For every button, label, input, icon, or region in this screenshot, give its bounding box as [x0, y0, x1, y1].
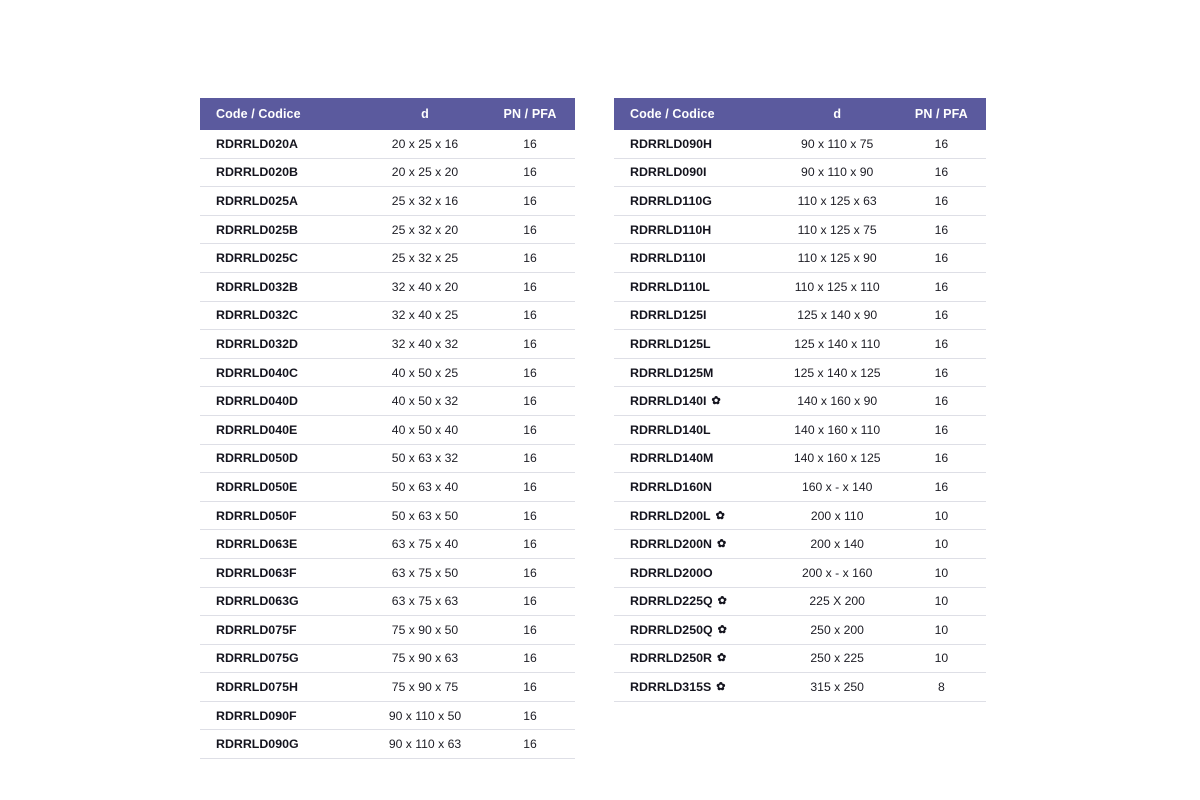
cell-pn: 16 [485, 187, 575, 216]
table-row [200, 301, 575, 330]
cell-code: RDRRLD025A [200, 187, 365, 216]
cell-code: RDRRLD315S ✿ [614, 673, 778, 702]
cell-code: RDRRLD050F [200, 501, 365, 530]
cell-code: RDRRLD032D [200, 330, 365, 359]
cell-code: RDRRLD032B [200, 272, 365, 301]
cell-d: 20 x 25 x 20 [365, 158, 485, 187]
cell-d: 125 x 140 x 90 [778, 301, 897, 330]
cell-pn: 16 [485, 701, 575, 730]
cell-code: RDRRLD110I [614, 244, 778, 273]
cell-code: RDRRLD110H [614, 215, 778, 244]
cell-d: 25 x 32 x 20 [365, 215, 485, 244]
cell-code: RDRRLD040D [200, 387, 365, 416]
cell-d: 125 x 140 x 110 [778, 330, 897, 359]
cell-pn: 16 [485, 215, 575, 244]
cell-pn: 16 [897, 473, 986, 502]
table-row [200, 701, 575, 730]
cell-d: 315 x 250 [778, 673, 897, 702]
cell-code: RDRRLD090I [614, 158, 778, 187]
cell-d: 75 x 90 x 75 [365, 673, 485, 702]
table-row [614, 530, 986, 559]
cell-code: RDRRLD110G [614, 187, 778, 216]
header-code: Code / Codice [614, 98, 778, 130]
cell-d: 90 x 110 x 75 [778, 130, 897, 158]
table-row [200, 158, 575, 187]
header-code: Code / Codice [200, 98, 365, 130]
cell-pn: 16 [897, 244, 986, 273]
cell-code: RDRRLD140I ✿ [614, 387, 778, 416]
cell-d: 50 x 63 x 40 [365, 473, 485, 502]
cell-pn: 16 [485, 587, 575, 616]
table-row [614, 187, 986, 216]
cell-pn: 8 [897, 673, 986, 702]
cell-code: RDRRLD063E [200, 530, 365, 559]
product-table-right [614, 98, 986, 702]
cell-pn: 16 [485, 272, 575, 301]
table-row [200, 673, 575, 702]
cell-pn: 16 [897, 301, 986, 330]
table-row [614, 473, 986, 502]
cell-pn: 16 [897, 272, 986, 301]
table-row [200, 358, 575, 387]
flower-icon: ✿ [715, 509, 725, 522]
cell-pn: 16 [485, 644, 575, 673]
cell-d: 140 x 160 x 125 [778, 444, 897, 473]
cell-code: RDRRLD050D [200, 444, 365, 473]
cell-d: 140 x 160 x 110 [778, 415, 897, 444]
cell-pn: 16 [485, 730, 575, 759]
cell-d: 20 x 25 x 16 [365, 130, 485, 158]
cell-pn: 16 [485, 415, 575, 444]
cell-code: RDRRLD125I [614, 301, 778, 330]
cell-d: 250 x 225 [778, 644, 897, 673]
table-row [200, 387, 575, 416]
cell-code: RDRRLD063G [200, 587, 365, 616]
table-left [200, 98, 575, 759]
product-table-left [200, 98, 575, 759]
table-row [614, 387, 986, 416]
flower-icon: ✿ [711, 395, 721, 408]
table-row [614, 616, 986, 645]
cell-code: RDRRLD125L [614, 330, 778, 359]
cell-pn: 16 [897, 387, 986, 416]
cell-code: RDRRLD160N [614, 473, 778, 502]
cell-d: 63 x 75 x 40 [365, 530, 485, 559]
cell-code: RDRRLD200N ✿ [614, 530, 778, 559]
cell-code: RDRRLD250Q ✿ [614, 616, 778, 645]
cell-code: RDRRLD110L [614, 272, 778, 301]
table-row [614, 587, 986, 616]
cell-pn: 16 [485, 473, 575, 502]
cell-d: 32 x 40 x 32 [365, 330, 485, 359]
cell-d: 40 x 50 x 40 [365, 415, 485, 444]
table-row [200, 215, 575, 244]
cell-code: RDRRLD040E [200, 415, 365, 444]
cell-pn: 16 [897, 158, 986, 187]
header-pn: PN / PFA [485, 98, 575, 130]
cell-d: 50 x 63 x 32 [365, 444, 485, 473]
table-row [614, 130, 986, 158]
cell-code: RDRRLD063F [200, 558, 365, 587]
cell-d: 32 x 40 x 25 [365, 301, 485, 330]
cell-d: 63 x 75 x 63 [365, 587, 485, 616]
cell-pn: 10 [897, 558, 986, 587]
table-row [200, 530, 575, 559]
cell-code: RDRRLD225Q ✿ [614, 587, 778, 616]
table-row [200, 616, 575, 645]
cell-pn: 16 [485, 244, 575, 273]
table-row [200, 272, 575, 301]
flower-icon: ✿ [716, 681, 726, 694]
cell-pn: 16 [485, 130, 575, 158]
table-right-header [614, 98, 986, 130]
table-row [614, 272, 986, 301]
table-row [614, 673, 986, 702]
cell-code: RDRRLD040C [200, 358, 365, 387]
table-row [614, 415, 986, 444]
header-d: d [778, 98, 897, 130]
cell-code: RDRRLD140M [614, 444, 778, 473]
cell-d: 63 x 75 x 50 [365, 558, 485, 587]
cell-code: RDRRLD090F [200, 701, 365, 730]
cell-code: RDRRLD025B [200, 215, 365, 244]
flower-icon: ✿ [717, 623, 727, 636]
cell-d: 200 x 140 [778, 530, 897, 559]
table-row [200, 444, 575, 473]
table-left-body [200, 130, 575, 759]
cell-d: 110 x 125 x 75 [778, 215, 897, 244]
cell-pn: 16 [485, 330, 575, 359]
cell-d: 200 x - x 160 [778, 558, 897, 587]
cell-pn: 16 [485, 530, 575, 559]
table-row [614, 358, 986, 387]
cell-d: 160 x - x 140 [778, 473, 897, 502]
table-row [614, 330, 986, 359]
table-row [200, 587, 575, 616]
table-row [614, 558, 986, 587]
cell-d: 110 x 125 x 90 [778, 244, 897, 273]
table-row [200, 558, 575, 587]
cell-pn: 10 [897, 530, 986, 559]
cell-code: RDRRLD020A [200, 130, 365, 158]
table-row [200, 330, 575, 359]
table-row [614, 301, 986, 330]
table-row [614, 215, 986, 244]
table-row [200, 130, 575, 158]
cell-code: RDRRLD200L ✿ [614, 501, 778, 530]
cell-d: 25 x 32 x 25 [365, 244, 485, 273]
cell-pn: 16 [897, 444, 986, 473]
table-row [614, 158, 986, 187]
cell-pn: 10 [897, 501, 986, 530]
cell-pn: 10 [897, 644, 986, 673]
cell-d: 50 x 63 x 50 [365, 501, 485, 530]
cell-pn: 16 [485, 301, 575, 330]
table-right-body [614, 130, 986, 701]
cell-d: 110 x 125 x 63 [778, 187, 897, 216]
cell-code: RDRRLD075G [200, 644, 365, 673]
cell-pn: 16 [485, 444, 575, 473]
cell-pn: 16 [897, 187, 986, 216]
cell-pn: 10 [897, 616, 986, 645]
table-row [200, 244, 575, 273]
cell-pn: 16 [485, 616, 575, 645]
cell-pn: 16 [485, 158, 575, 187]
table-row [614, 644, 986, 673]
cell-code: RDRRLD090H [614, 130, 778, 158]
cell-d: 75 x 90 x 63 [365, 644, 485, 673]
table-row [200, 187, 575, 216]
cell-pn: 10 [897, 587, 986, 616]
cell-d: 90 x 110 x 63 [365, 730, 485, 759]
cell-code: RDRRLD032C [200, 301, 365, 330]
cell-d: 40 x 50 x 32 [365, 387, 485, 416]
cell-code: RDRRLD140L [614, 415, 778, 444]
cell-code: RDRRLD125M [614, 358, 778, 387]
cell-pn: 16 [897, 215, 986, 244]
table-row [614, 501, 986, 530]
flower-icon: ✿ [717, 595, 727, 608]
flower-icon: ✿ [716, 652, 727, 665]
table-right [614, 98, 986, 702]
cell-code: RDRRLD090G [200, 730, 365, 759]
cell-pn: 16 [485, 558, 575, 587]
cell-code: RDRRLD075H [200, 673, 365, 702]
cell-d: 90 x 110 x 90 [778, 158, 897, 187]
cell-d: 140 x 160 x 90 [778, 387, 897, 416]
cell-code: RDRRLD200O [614, 558, 778, 587]
table-row [200, 415, 575, 444]
header-row [614, 98, 986, 130]
table-row [200, 473, 575, 502]
cell-d: 25 x 32 x 16 [365, 187, 485, 216]
cell-pn: 16 [485, 358, 575, 387]
cell-d: 125 x 140 x 125 [778, 358, 897, 387]
cell-code: RDRRLD020B [200, 158, 365, 187]
cell-d: 110 x 125 x 110 [778, 272, 897, 301]
cell-pn: 16 [897, 330, 986, 359]
cell-pn: 16 [485, 387, 575, 416]
cell-pn: 16 [897, 130, 986, 158]
cell-d: 90 x 110 x 50 [365, 701, 485, 730]
cell-code: RDRRLD075F [200, 616, 365, 645]
cell-pn: 16 [485, 501, 575, 530]
cell-d: 32 x 40 x 20 [365, 272, 485, 301]
cell-pn: 16 [897, 358, 986, 387]
table-row [614, 244, 986, 273]
table-row [200, 730, 575, 759]
cell-d: 200 x 110 [778, 501, 897, 530]
cell-d: 225 X 200 [778, 587, 897, 616]
cell-pn: 16 [485, 673, 575, 702]
flower-icon: ✿ [716, 538, 727, 551]
cell-pn: 16 [897, 415, 986, 444]
table-row [200, 644, 575, 673]
header-row [200, 98, 575, 130]
cell-code: RDRRLD025C [200, 244, 365, 273]
table-row [200, 501, 575, 530]
table-row [614, 444, 986, 473]
cell-d: 75 x 90 x 50 [365, 616, 485, 645]
header-d: d [365, 98, 485, 130]
cell-d: 250 x 200 [778, 616, 897, 645]
cell-d: 40 x 50 x 25 [365, 358, 485, 387]
cell-code: RDRRLD050E [200, 473, 365, 502]
cell-code: RDRRLD250R ✿ [614, 644, 778, 673]
table-left-header [200, 98, 575, 130]
header-pn: PN / PFA [897, 98, 986, 130]
